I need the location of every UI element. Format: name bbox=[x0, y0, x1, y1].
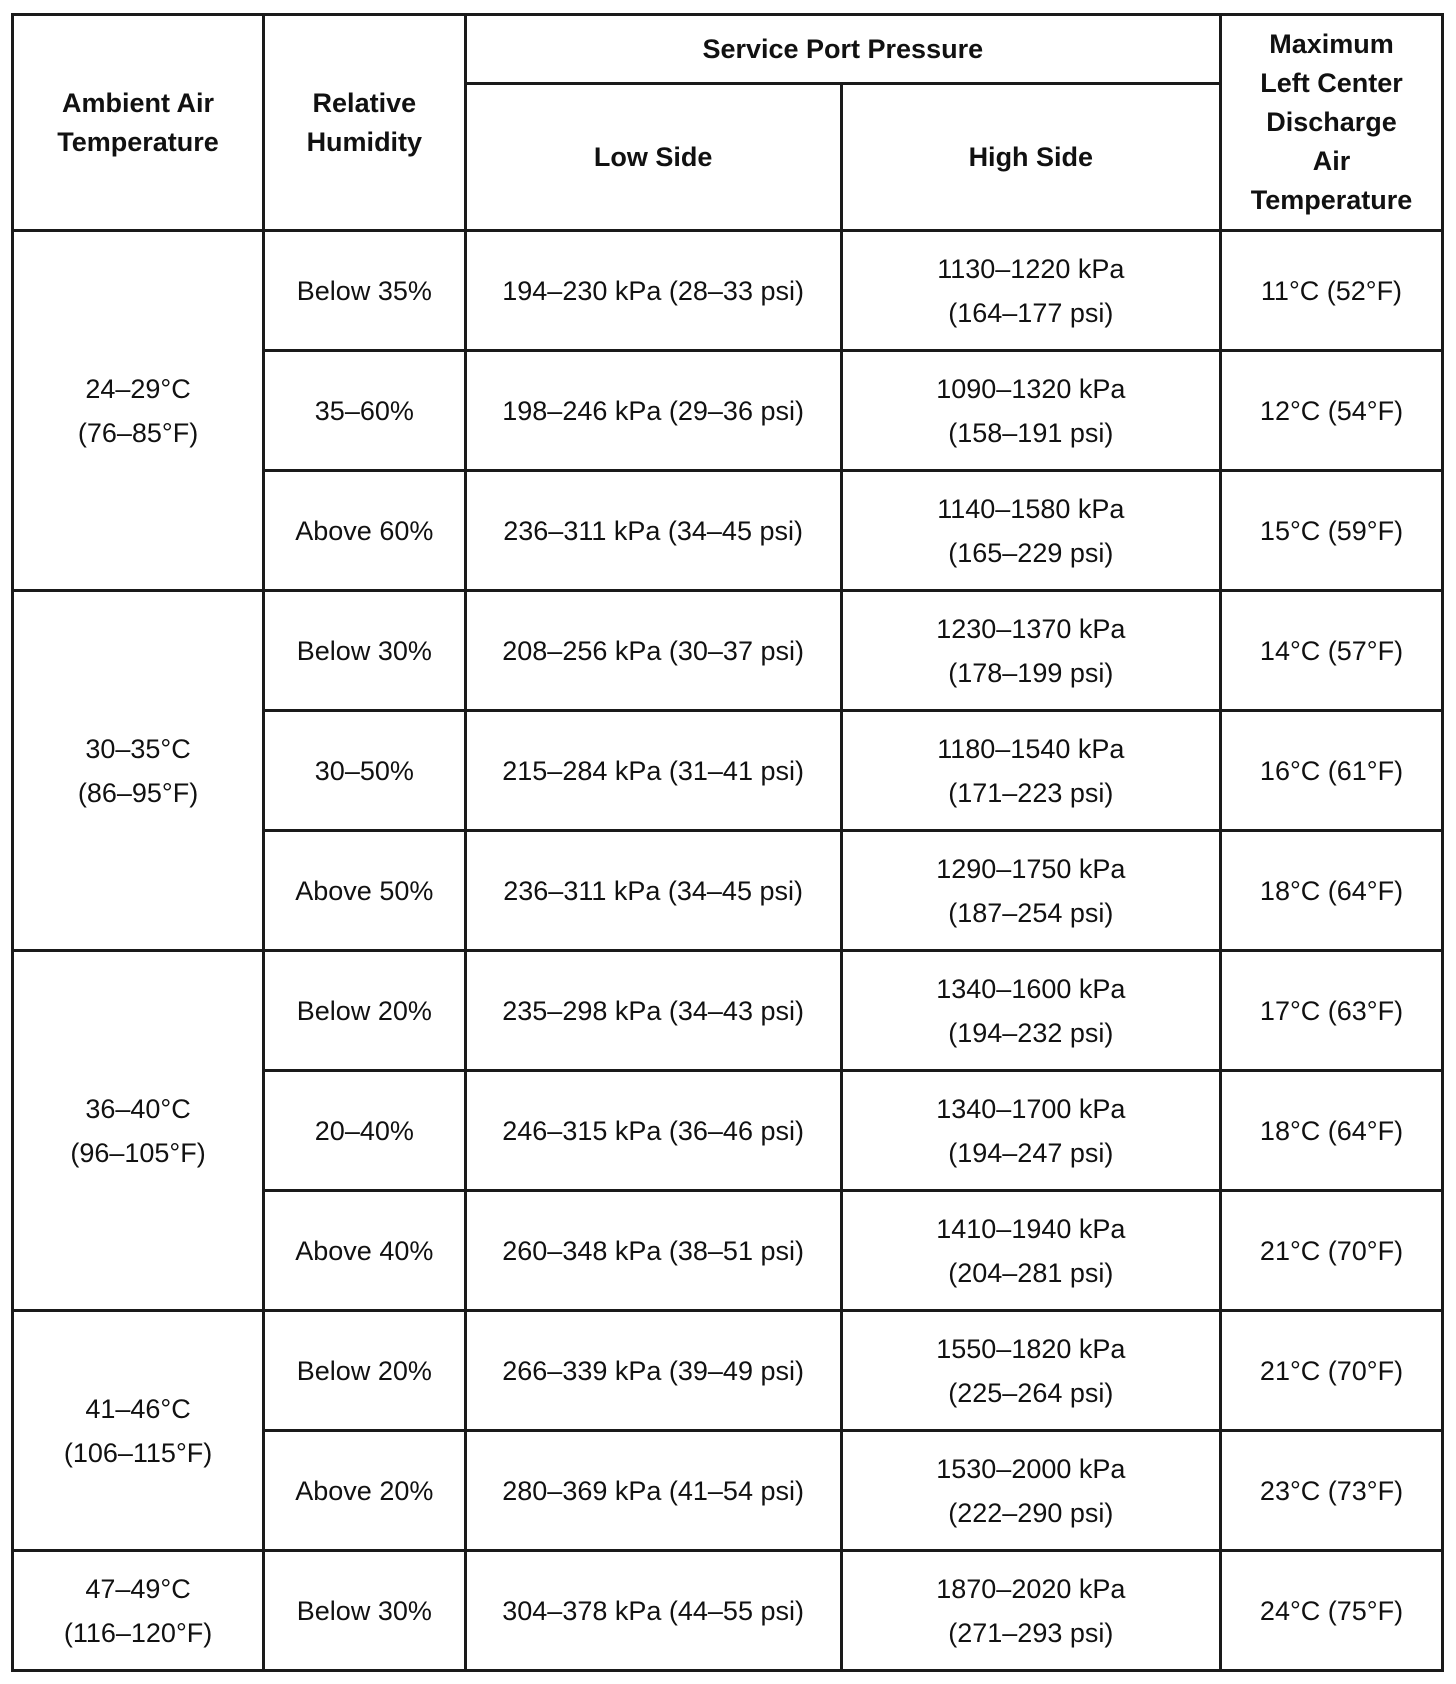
relative-humidity-cell: Above 50% bbox=[264, 831, 466, 951]
table-row bbox=[13, 591, 1443, 711]
low-side-pressure-cell: 260–348 kPa (38–51 psi) bbox=[465, 1191, 841, 1311]
table-row bbox=[13, 231, 1443, 351]
ambient-temperature-cell: 47–49°C (116–120°F) bbox=[13, 1551, 264, 1671]
high-side-pressure-cell: 1530–2000 kPa (222–290 psi) bbox=[841, 1431, 1220, 1551]
relative-humidity-cell: Above 20% bbox=[264, 1431, 466, 1551]
relative-humidity-cell: 20–40% bbox=[264, 1071, 466, 1191]
ambient-temperature-cell: 30–35°C (86–95°F) bbox=[13, 591, 264, 951]
high-side-pressure-cell: 1290–1750 kPa (187–254 psi) bbox=[841, 831, 1220, 951]
max-discharge-temperature-cell: 17°C (63°F) bbox=[1220, 951, 1442, 1071]
high-side-pressure-cell: 1410–1940 kPa (204–281 psi) bbox=[841, 1191, 1220, 1311]
table-row bbox=[13, 1311, 1443, 1431]
max-discharge-temperature-cell: 11°C (52°F) bbox=[1220, 231, 1442, 351]
header-row bbox=[13, 15, 1443, 84]
low-side-pressure-cell: 215–284 kPa (31–41 psi) bbox=[465, 711, 841, 831]
high-side-pressure-cell: 1550–1820 kPa (225–264 psi) bbox=[841, 1311, 1220, 1431]
max-discharge-temperature-cell: 24°C (75°F) bbox=[1220, 1551, 1442, 1671]
relative-humidity-cell: Above 60% bbox=[264, 471, 466, 591]
low-side-header: Low Side bbox=[465, 84, 841, 231]
high-side-pressure-cell: 1870–2020 kPa (271–293 psi) bbox=[841, 1551, 1220, 1671]
max-discharge-temperature-cell: 18°C (64°F) bbox=[1220, 831, 1442, 951]
relative-humidity-cell: Below 35% bbox=[264, 231, 466, 351]
table-row bbox=[13, 951, 1443, 1071]
relative-humidity-header: Relative Humidity bbox=[264, 15, 466, 231]
relative-humidity-cell: Below 30% bbox=[264, 1551, 466, 1671]
relative-humidity-cell: Below 30% bbox=[264, 591, 466, 711]
high-side-pressure-cell: 1340–1700 kPa (194–247 psi) bbox=[841, 1071, 1220, 1191]
max-discharge-temperature-cell: 23°C (73°F) bbox=[1220, 1431, 1442, 1551]
table-body bbox=[13, 231, 1443, 1671]
relative-humidity-cell: Below 20% bbox=[264, 951, 466, 1071]
low-side-pressure-cell: 304–378 kPa (44–55 psi) bbox=[465, 1551, 841, 1671]
ac-performance-table bbox=[11, 13, 1444, 1672]
high-side-pressure-cell: 1130–1220 kPa (164–177 psi) bbox=[841, 231, 1220, 351]
relative-humidity-cell: 35–60% bbox=[264, 351, 466, 471]
service-port-pressure-header: Service Port Pressure bbox=[465, 15, 1220, 84]
table-header bbox=[13, 15, 1443, 231]
max-discharge-temperature-cell: 15°C (59°F) bbox=[1220, 471, 1442, 591]
high-side-pressure-cell: 1140–1580 kPa (165–229 psi) bbox=[841, 471, 1220, 591]
relative-humidity-cell: Above 40% bbox=[264, 1191, 466, 1311]
high-side-pressure-cell: 1230–1370 kPa (178–199 psi) bbox=[841, 591, 1220, 711]
ambient-temperature-cell: 41–46°C (106–115°F) bbox=[13, 1311, 264, 1551]
high-side-pressure-cell: 1340–1600 kPa (194–232 psi) bbox=[841, 951, 1220, 1071]
low-side-pressure-cell: 198–246 kPa (29–36 psi) bbox=[465, 351, 841, 471]
ambient-temperature-cell: 36–40°C (96–105°F) bbox=[13, 951, 264, 1311]
low-side-pressure-cell: 236–311 kPa (34–45 psi) bbox=[465, 831, 841, 951]
max-discharge-temperature-cell: 21°C (70°F) bbox=[1220, 1191, 1442, 1311]
ambient-air-temperature-header: Ambient Air Temperature bbox=[13, 15, 264, 231]
max-discharge-temperature-cell: 18°C (64°F) bbox=[1220, 1071, 1442, 1191]
low-side-pressure-cell: 235–298 kPa (34–43 psi) bbox=[465, 951, 841, 1071]
low-side-pressure-cell: 208–256 kPa (30–37 psi) bbox=[465, 591, 841, 711]
max-discharge-temperature-header: Maximum Left Center Discharge Air Temperature bbox=[1220, 15, 1442, 231]
low-side-pressure-cell: 266–339 kPa (39–49 psi) bbox=[465, 1311, 841, 1431]
relative-humidity-cell: Below 20% bbox=[264, 1311, 466, 1431]
max-discharge-temperature-cell: 16°C (61°F) bbox=[1220, 711, 1442, 831]
max-discharge-temperature-cell: 21°C (70°F) bbox=[1220, 1311, 1442, 1431]
low-side-pressure-cell: 246–315 kPa (36–46 psi) bbox=[465, 1071, 841, 1191]
max-discharge-temperature-cell: 14°C (57°F) bbox=[1220, 591, 1442, 711]
high-side-pressure-cell: 1090–1320 kPa (158–191 psi) bbox=[841, 351, 1220, 471]
low-side-pressure-cell: 194–230 kPa (28–33 psi) bbox=[465, 231, 841, 351]
max-discharge-temperature-cell: 12°C (54°F) bbox=[1220, 351, 1442, 471]
high-side-header: High Side bbox=[841, 84, 1220, 231]
ambient-temperature-cell: 24–29°C (76–85°F) bbox=[13, 231, 264, 591]
table-row bbox=[13, 1551, 1443, 1671]
relative-humidity-cell: 30–50% bbox=[264, 711, 466, 831]
low-side-pressure-cell: 236–311 kPa (34–45 psi) bbox=[465, 471, 841, 591]
high-side-pressure-cell: 1180–1540 kPa (171–223 psi) bbox=[841, 711, 1220, 831]
low-side-pressure-cell: 280–369 kPa (41–54 psi) bbox=[465, 1431, 841, 1551]
